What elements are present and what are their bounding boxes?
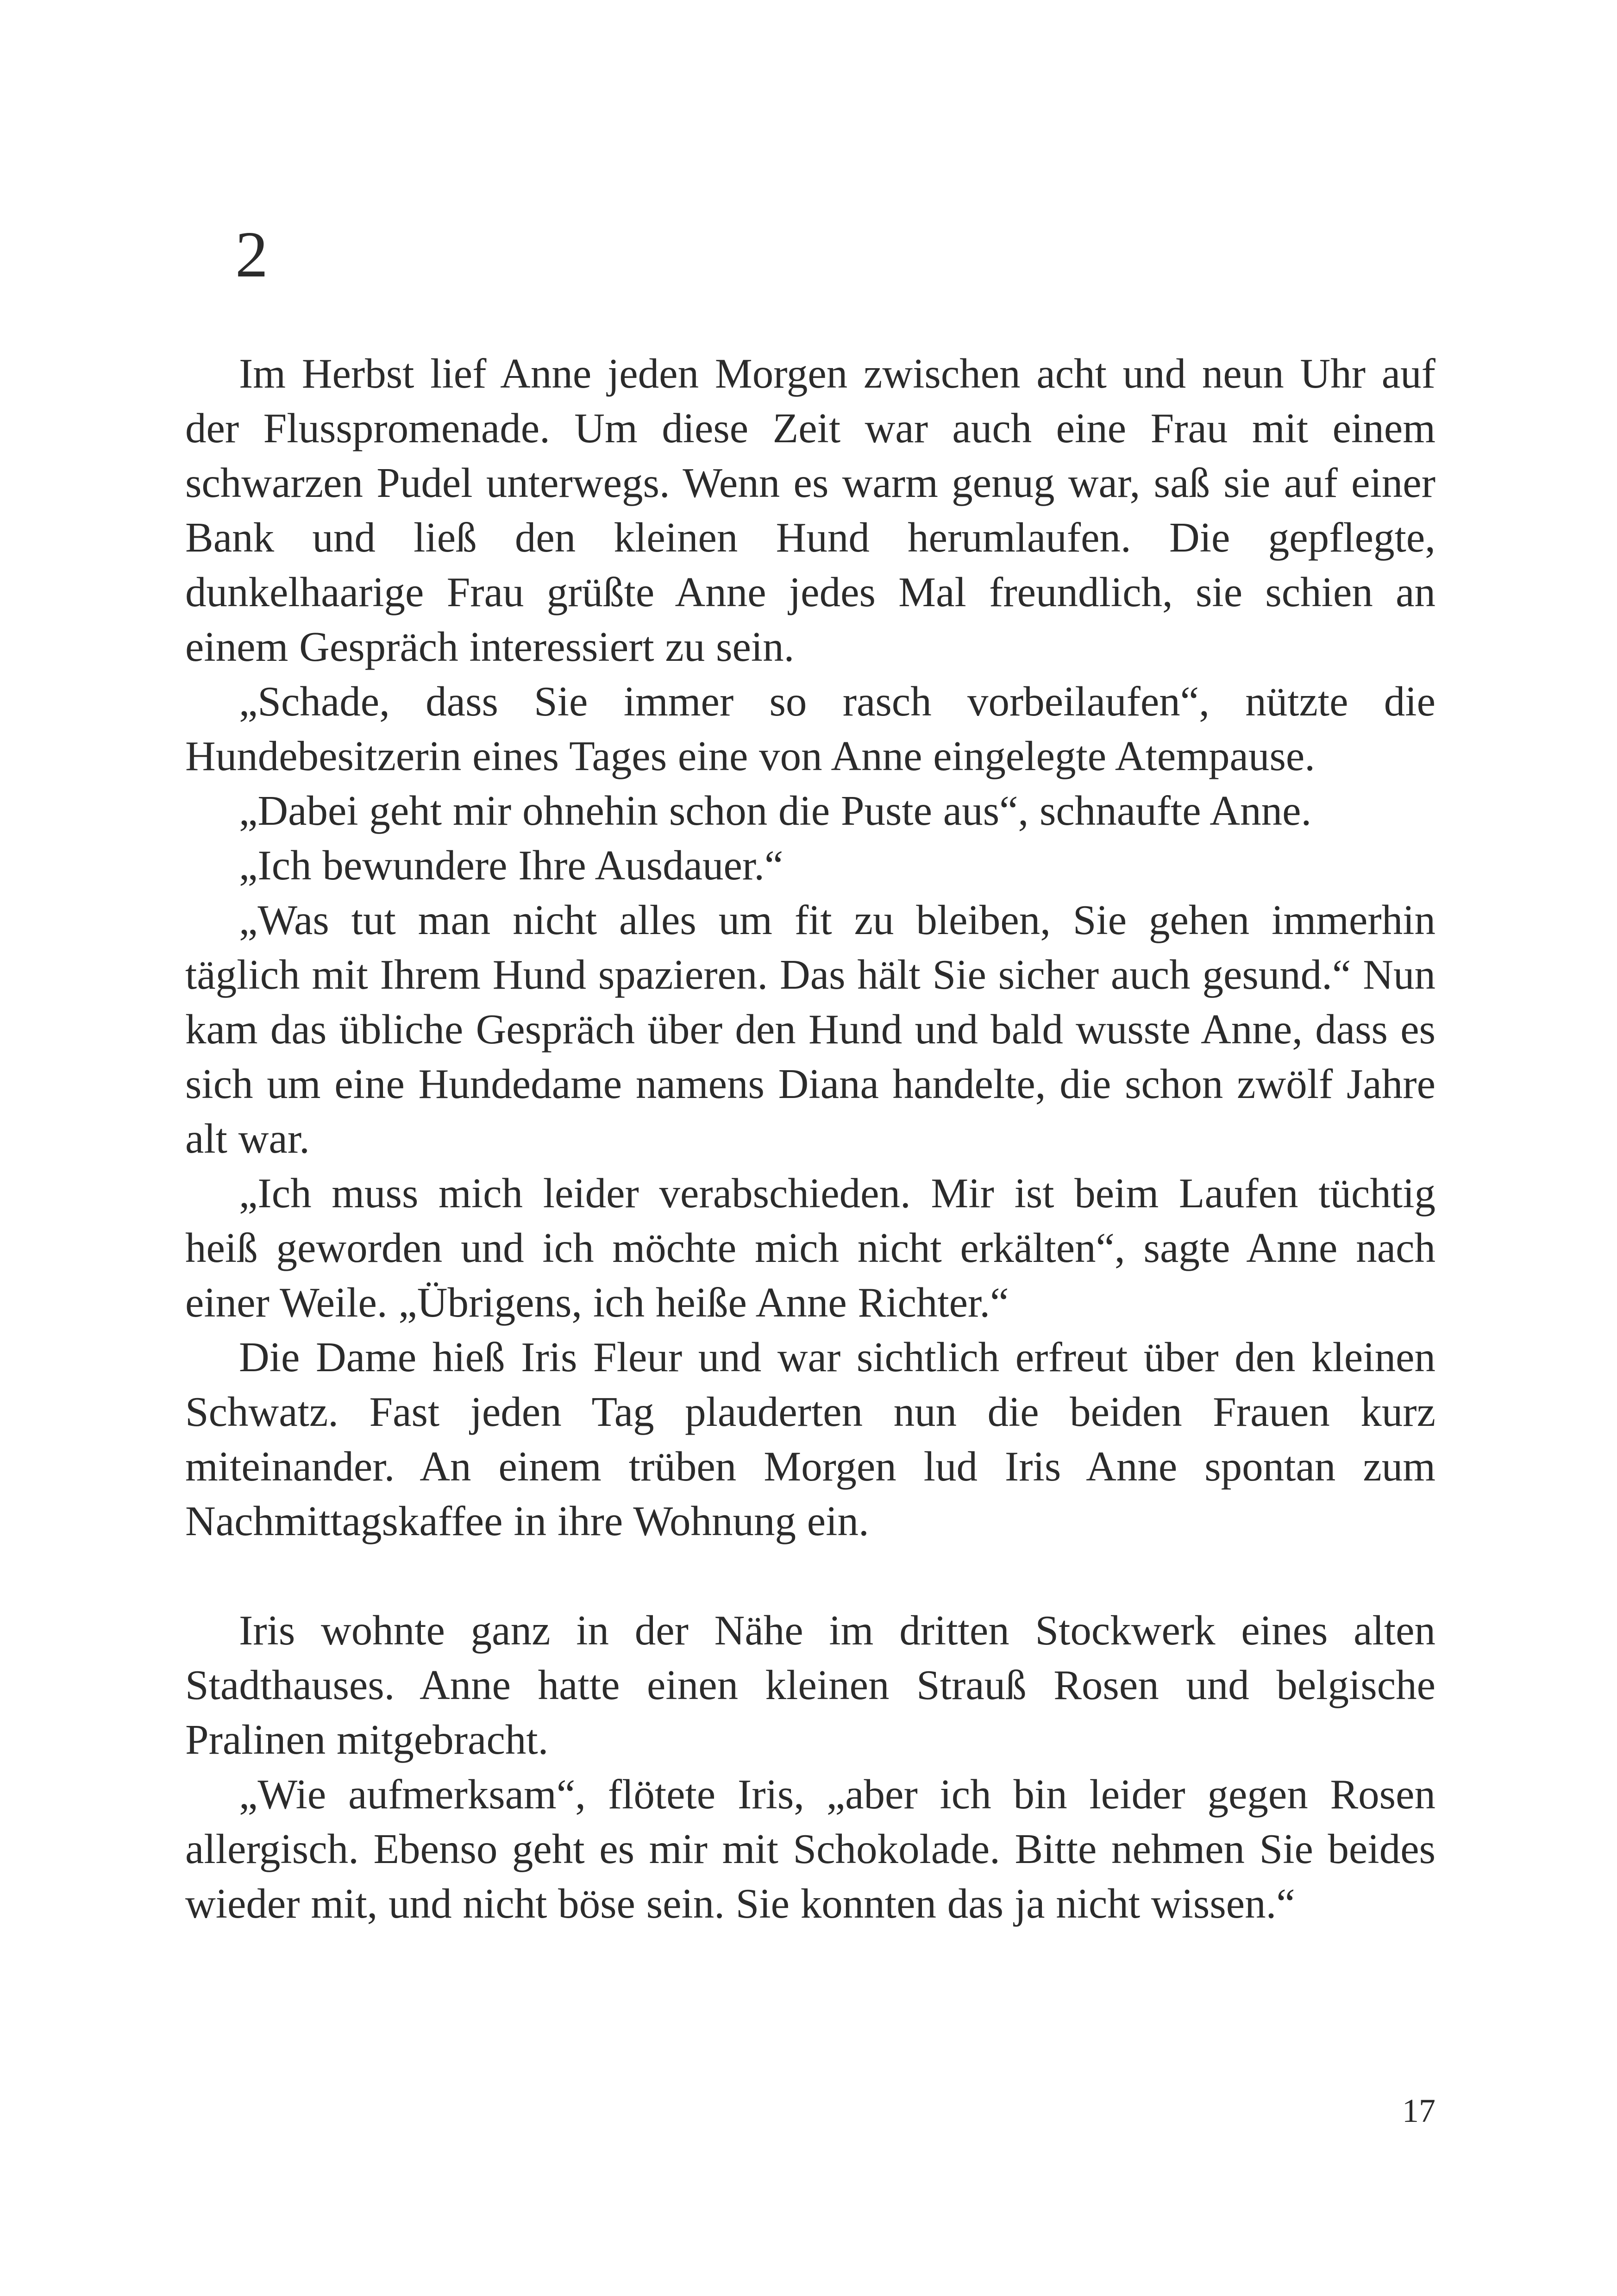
paragraph: Die Dame hieß Iris Fleur und war sichtlich erfreut über den kleinen Schwatz. Fast jeden Tag plauderten nun die beiden Frauen kurz miteinander. An einem trüben Morgen lud Iris Anne spontan zum Nachmittagskaffee in ihre Wohnung ein. xyxy=(185,1334,1435,1544)
chapter-number: 2 xyxy=(235,218,268,291)
paragraph: Im Herbst lief Anne jeden Morgen zwischen acht und neun Uhr auf der Flusspromenade. Um diese Zeit war auch eine Frau mit einem schwarzen Pudel unterwegs. Wenn es warm genug war, saß sie auf einer Bank und ließ den kleinen Hund herumlaufen. Die gepflegte, dunkelhaarige Frau grüßte Anne jedes Mal freundlich, sie schien an einem Gespräch interessiert zu sein. xyxy=(185,350,1435,670)
paragraph: „Ich bewundere Ihre Ausdauer.“ xyxy=(239,842,783,889)
page-number: 17 xyxy=(1402,2092,1435,2129)
paragraph: Iris wohnte ganz in der Nähe im dritten Stockwerk eines alten Stadthauses. Anne hatte einen kleinen Strauß Rosen und belgische Pralinen mitgebracht. xyxy=(185,1607,1435,1763)
body-text xyxy=(185,346,1435,1931)
paragraph: „Schade, dass Sie immer so rasch vorbeilaufen“, nützte die Hundebesitzerin eines Tages eine von Anne eingelegte Atempause. xyxy=(185,678,1435,779)
section-break xyxy=(185,1549,1435,1603)
paragraph: „Dabei geht mir ohnehin schon die Puste aus“, schnaufte Anne. xyxy=(239,787,1312,834)
paragraph: „Wie aufmerksam“, flötete Iris, „aber ich bin leider gegen Rosen allergisch. Ebenso geht es mir mit Schokolade. Bitte nehmen Sie beides wieder mit, und nicht böse sein. Sie konnten das ja nicht wissen.“ xyxy=(185,1771,1435,1927)
paragraph: „Was tut man nicht alles um fit zu bleiben, Sie gehen immerhin täglich mit Ihrem Hund spazieren. Das hält Sie sicher auch gesund.“ Nun kam das übliche Gespräch über den Hund und bald wusste Anne, dass es sich um eine Hundedame namens Diana handelte, die schon zwölf Jahre alt war. xyxy=(185,897,1435,1162)
paragraph: „Ich muss mich leider verabschieden. Mir ist beim Laufen tüchtig heiß geworden und ich möchte mich nicht erkälten“, sagte Anne nach einer Weile. „Übrigens, ich heiße Anne Richter.“ xyxy=(185,1170,1435,1326)
